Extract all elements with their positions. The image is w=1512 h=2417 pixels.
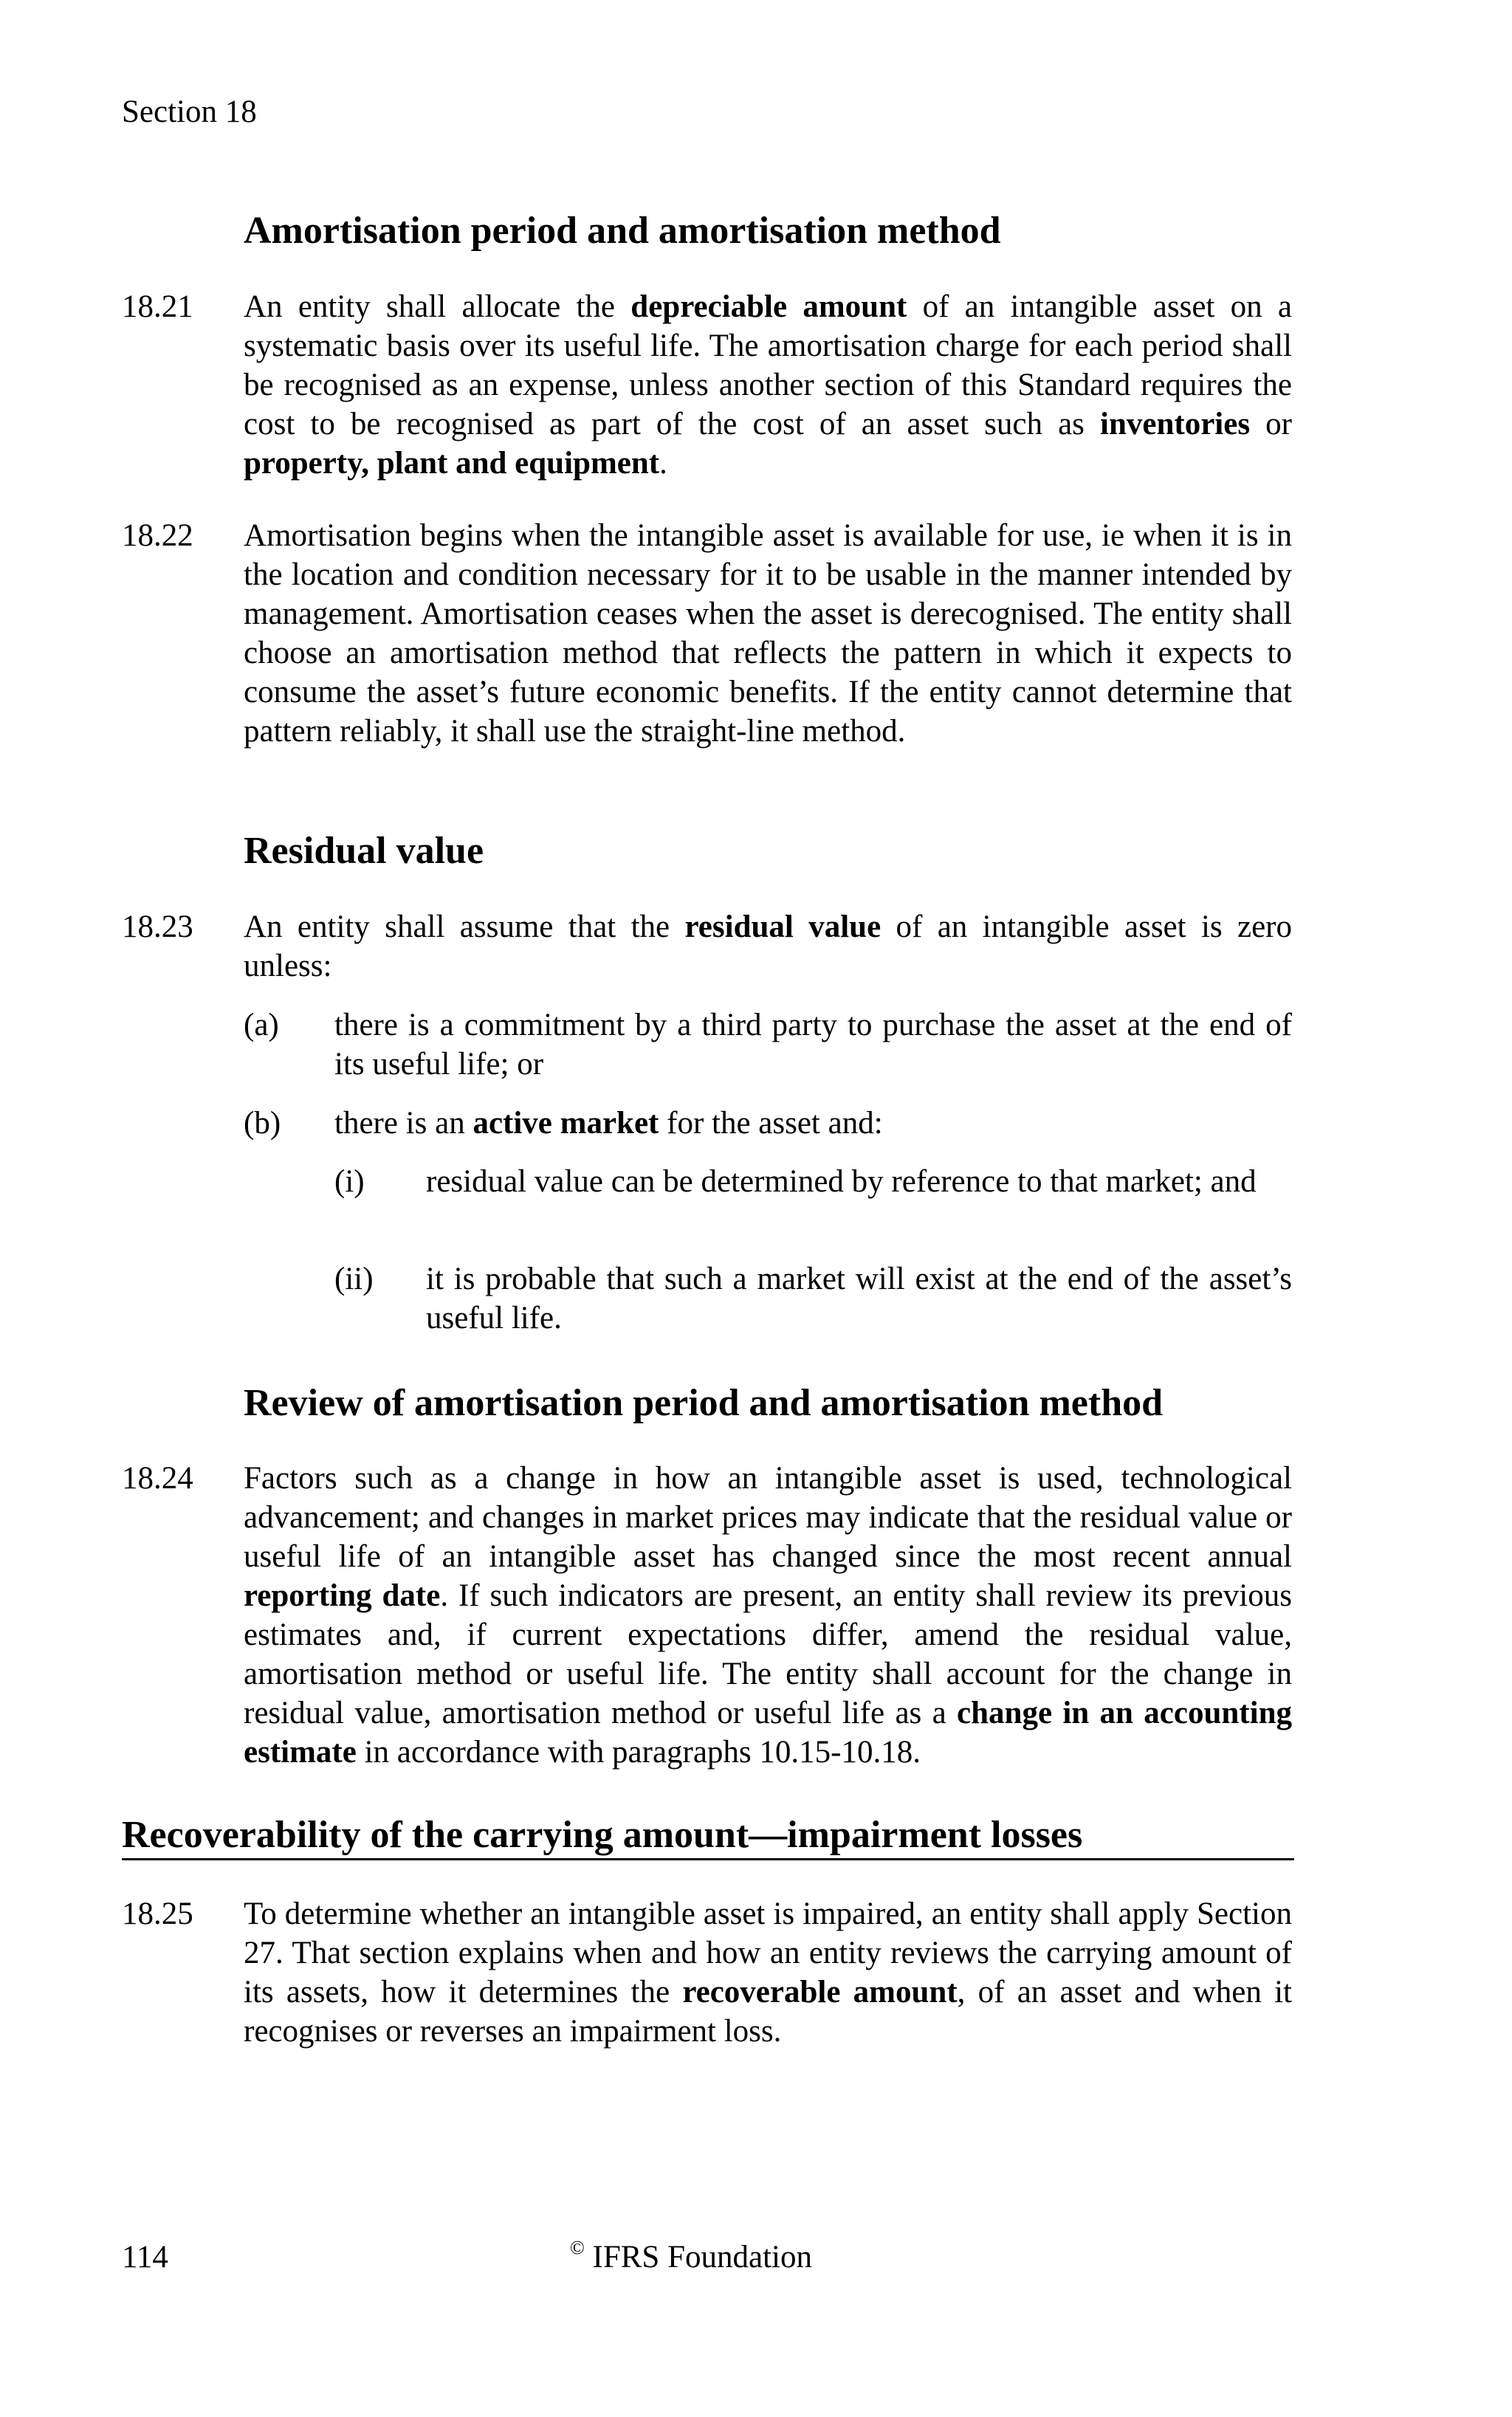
defined-term-residual-value: residual value xyxy=(684,910,882,944)
heading-rule xyxy=(122,1858,1294,1860)
defined-term-change-in-estimate: change in an accounting estimate xyxy=(244,1696,1292,1770)
heading-residual-value: Residual value xyxy=(244,830,484,872)
paragraph-18-21 xyxy=(244,287,1292,483)
paragraph-number-18-23: 18.23 xyxy=(122,910,193,944)
defined-term-inventories: inventories xyxy=(1100,407,1251,441)
text-run: . If such indicators are present, an entity shall review its previous estimates and, if current expectations differ, amend the residual value, amortisation method or useful life. The entity shall account for the change in residual value, amortisation method or useful life as a xyxy=(244,1578,1292,1730)
text-run: Factors such as a change in how an intangible asset is used, technological advancement; and changes in market prices may indicate that the residual value or useful life of an intangible asset has changed since the most recent annual xyxy=(244,1461,1292,1574)
heading-amortisation-period: Amortisation period and amortisation method xyxy=(244,210,1001,252)
text-run: of an intangible asset on a systematic basis over its useful life. The amortisation charge for each period shall be recognised as an expense, unless another section of this Standard requires the cost to be recognised as part of the cost of an asset such as xyxy=(244,289,1292,441)
running-head: Section 18 xyxy=(122,94,257,129)
text-run: of an intangible asset is zero unless: xyxy=(244,910,1292,983)
item-i: residual value can be determined by reference to that market; and xyxy=(426,1164,1257,1199)
text-run: there is an xyxy=(334,1106,473,1141)
item-label-ii: (ii) xyxy=(334,1262,374,1296)
text-run: An entity shall allocate the xyxy=(244,289,631,324)
text-run: An entity shall assume that the xyxy=(244,910,685,944)
item-b xyxy=(334,1104,1292,1143)
paragraph-18-25 xyxy=(244,1894,1292,2051)
defined-term-ppe: property, plant and equipment xyxy=(244,446,660,481)
defined-term-depreciable-amount: depreciable amount xyxy=(630,289,907,324)
item-label-b: (b) xyxy=(244,1106,281,1141)
heading-recoverability: Recoverability of the carrying amount—impairment losses xyxy=(122,1814,1083,1856)
footer-organisation: IFRS Foundation xyxy=(592,2240,812,2275)
item-a: there is a commitment by a third party to purchase the asset at the end of its useful life; or xyxy=(334,1008,1292,1082)
text-run: To determine whether an intangible asset is impaired, an entity shall apply Section 27. That section explains when and how an entity reviews the carrying amount of its assets, how it determines the xyxy=(244,1897,1292,2009)
paragraph-18-22: Amortisation begins when the intangible asset is available for use, ie when it is in the location and condition necessary for it to be usable in the manner intended by management. Amortisation ceases when the asset is derecognised. The entity shall choose an amortisation method that reflects the pattern in which it expects to consume the asset’s future economic benefits. If the entity cannot determine that pattern reliably, it shall use the straight-line method. xyxy=(244,518,1292,749)
defined-term-active-market: active market xyxy=(472,1106,659,1141)
paragraph-18-23 xyxy=(244,907,1292,986)
defined-term-reporting-date: reporting date xyxy=(244,1578,441,1613)
page-number: 114 xyxy=(122,2240,168,2275)
paragraph-number-18-24: 18.24 xyxy=(122,1461,193,1496)
defined-term-recoverable-amount: recoverable amount xyxy=(682,1975,958,2009)
item-label-i: (i) xyxy=(334,1164,365,1199)
text-run: for the asset and: xyxy=(659,1106,883,1141)
text-run: in accordance with paragraphs 10.15-10.18. xyxy=(356,1735,921,1770)
text-run: , of an asset and when it recognises or reverses an impairment loss. xyxy=(244,1975,1293,2049)
paragraph-number-18-25: 18.25 xyxy=(122,1897,193,1931)
item-ii: it is probable that such a market will exist at the end of the asset’s useful life. xyxy=(426,1262,1292,1335)
item-label-a: (a) xyxy=(244,1008,279,1042)
text-run: or xyxy=(1250,407,1292,441)
paragraph-18-24 xyxy=(244,1459,1292,1772)
copyright-notice xyxy=(570,2237,812,2275)
copyright-symbol: © xyxy=(570,2237,585,2258)
heading-review-amortisation: Review of amortisation period and amortisation method xyxy=(244,1382,1164,1424)
text-run: . xyxy=(659,446,667,481)
paragraph-number-18-21: 18.21 xyxy=(122,289,193,324)
paragraph-number-18-22: 18.22 xyxy=(122,518,193,553)
